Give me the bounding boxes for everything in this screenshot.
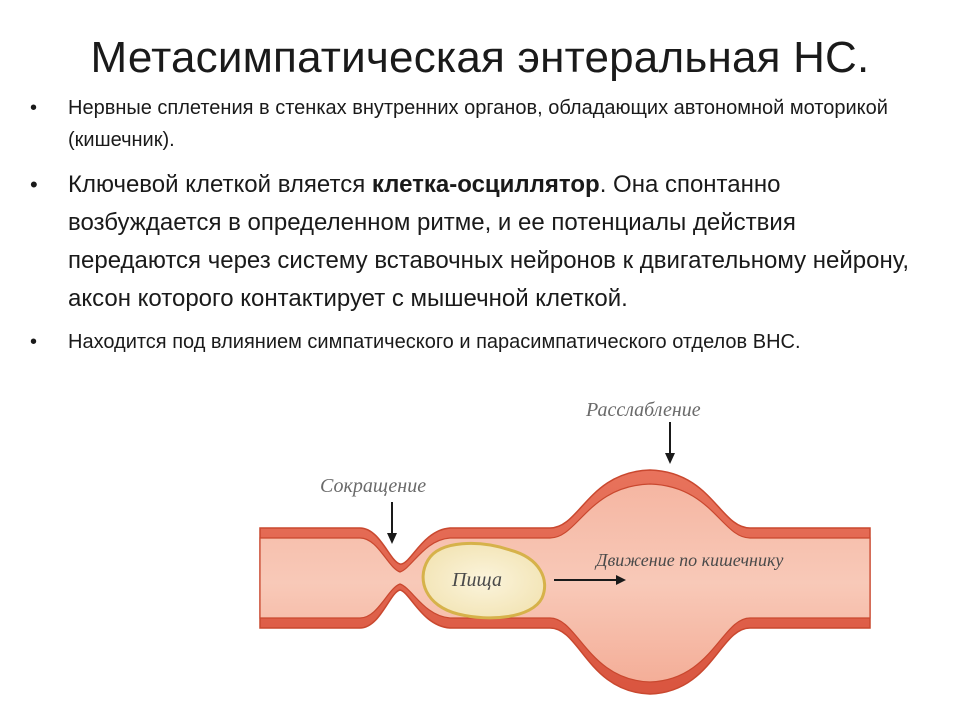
bullet-text-suffix: . Она спонтанно возбуждается в определенном ритме, и ее потенциалы действия передаются через систему вставочных нейронов к двигательному нейрону, аксон которого контактирует с мышечной клеткой. [68, 171, 909, 312]
relaxation-label: Расслабление [586, 399, 701, 421]
bullet-item-ans-influence [30, 326, 930, 358]
peristalsis-diagram [250, 390, 890, 710]
slide-title: Метасимпатическая энтеральная НС. [90, 33, 870, 82]
bullet-item-plexuses [30, 92, 930, 156]
bullet-text-bold: клетка-осциллятор [371, 171, 600, 198]
bullet-marker: • [30, 331, 38, 353]
bullet-text: Нервные сплетения в стенках внутренних органов, обладающих автономной моторикой (кишечник). [68, 97, 888, 151]
food-label: Пища [452, 569, 503, 591]
bullet-text: Находится под влиянием симпатического и парасимпатического отделов ВНС. [68, 331, 801, 353]
contraction-label: Сокращение [320, 475, 427, 497]
movement-label: Движение по кишечнику [596, 550, 784, 570]
bullet-text-prefix: Ключевой клеткой вляется [68, 171, 372, 198]
bullet-list [30, 92, 930, 358]
intestine-lumen [260, 484, 870, 682]
contraction-arrow-head [387, 533, 397, 544]
relaxation-arrow-head [665, 453, 675, 464]
bullet-marker: • [30, 97, 38, 119]
peristalsis-illustration [250, 390, 890, 710]
bullet-item-oscillator [30, 166, 930, 318]
bullet-marker: • [30, 172, 38, 197]
